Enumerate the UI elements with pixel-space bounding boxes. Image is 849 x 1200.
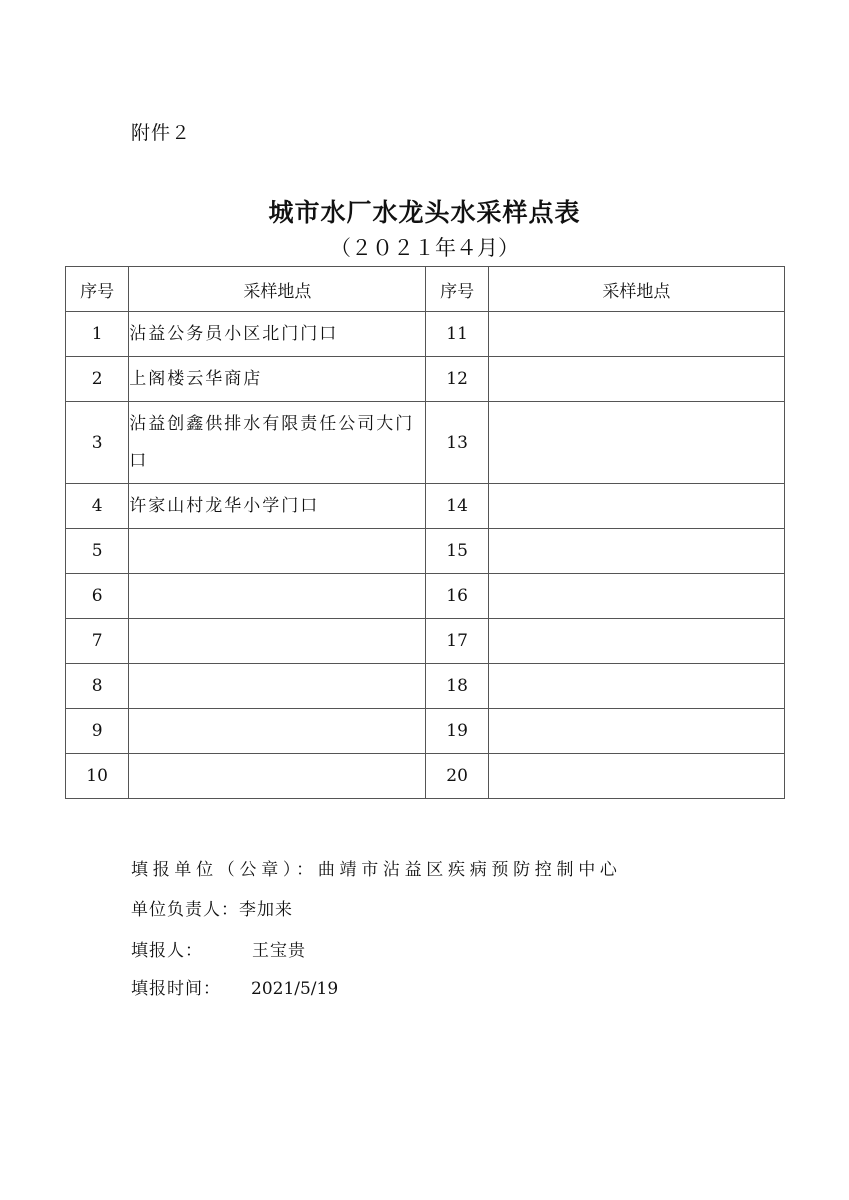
row-no-left: 1 xyxy=(66,312,129,357)
row-no-left: 3 xyxy=(66,402,129,484)
row-location-left xyxy=(129,664,426,709)
row-no-right: 15 xyxy=(426,529,488,574)
row-location-right xyxy=(488,619,784,664)
row-no-right: 19 xyxy=(426,709,488,754)
row-no-left: 10 xyxy=(66,754,129,799)
row-location-right xyxy=(488,402,784,484)
table-row xyxy=(66,529,785,574)
reporting-unit-line xyxy=(131,855,622,880)
sampling-points-table xyxy=(65,266,785,799)
row-no-left: 8 xyxy=(66,664,129,709)
attachment-label: 附件２ xyxy=(131,122,192,144)
table-row xyxy=(66,619,785,664)
row-location-left xyxy=(129,754,426,799)
row-no-left: 7 xyxy=(66,619,129,664)
row-location-right xyxy=(488,357,784,402)
table-row xyxy=(66,312,785,357)
row-no-left: 2 xyxy=(66,357,129,402)
report-time-value: 2021/5/19 xyxy=(251,979,339,999)
row-location-right xyxy=(488,574,784,619)
document-subtitle: （２０２１年４月） xyxy=(330,236,519,260)
unit-leader-value: 李加来 xyxy=(239,900,293,920)
row-location-left xyxy=(129,619,426,664)
row-no-right: 17 xyxy=(426,619,488,664)
row-location-left: 沾益公务员小区北门门口 xyxy=(129,312,426,357)
row-no-right: 20 xyxy=(426,754,488,799)
reporting-unit-label: 填报单位（公章）： xyxy=(131,860,318,880)
row-no-right: 14 xyxy=(426,484,488,529)
report-time-label: 填报时间： xyxy=(131,979,221,999)
row-location-right xyxy=(488,709,784,754)
header-location-right: 采样地点 xyxy=(488,267,784,312)
row-location-right xyxy=(488,664,784,709)
row-no-right: 11 xyxy=(426,312,488,357)
header-location-left: 采样地点 xyxy=(129,267,426,312)
row-no-left: 9 xyxy=(66,709,129,754)
unit-leader-line xyxy=(131,895,293,920)
filler-label: 填报人： xyxy=(131,941,203,961)
row-location-right xyxy=(488,529,784,574)
row-no-left: 6 xyxy=(66,574,129,619)
row-no-right: 13 xyxy=(426,402,488,484)
header-no-right: 序号 xyxy=(426,267,488,312)
table-row xyxy=(66,709,785,754)
filler-value: 王宝贵 xyxy=(252,941,306,961)
row-location-right xyxy=(488,484,784,529)
reporting-unit-value: 曲靖市沾益区疾病预防控制中心 xyxy=(317,860,622,880)
header-no-left: 序号 xyxy=(66,267,129,312)
row-location-left xyxy=(129,529,426,574)
table-row xyxy=(66,357,785,402)
row-location-right xyxy=(488,312,784,357)
table-row xyxy=(66,574,785,619)
report-time-line xyxy=(131,974,338,999)
unit-leader-label: 单位负责人： xyxy=(131,900,239,920)
row-no-right: 16 xyxy=(426,574,488,619)
row-location-left xyxy=(129,574,426,619)
table-row xyxy=(66,484,785,529)
table-row xyxy=(66,402,785,484)
filler-line xyxy=(131,936,306,961)
row-location-left: 上阁楼云华商店 xyxy=(129,357,426,402)
row-location-left: 沾益创鑫供排水有限责任公司大门口 xyxy=(129,402,426,484)
row-no-right: 18 xyxy=(426,664,488,709)
row-no-left: 5 xyxy=(66,529,129,574)
row-location-right xyxy=(488,754,784,799)
row-location-left xyxy=(129,709,426,754)
table-header-row xyxy=(66,267,785,312)
table-row xyxy=(66,754,785,799)
table-row xyxy=(66,664,785,709)
row-no-left: 4 xyxy=(66,484,129,529)
document-title: 城市水厂水龙头水采样点表 xyxy=(268,198,581,227)
row-no-right: 12 xyxy=(426,357,488,402)
row-location-left: 许家山村龙华小学门口 xyxy=(129,484,426,529)
